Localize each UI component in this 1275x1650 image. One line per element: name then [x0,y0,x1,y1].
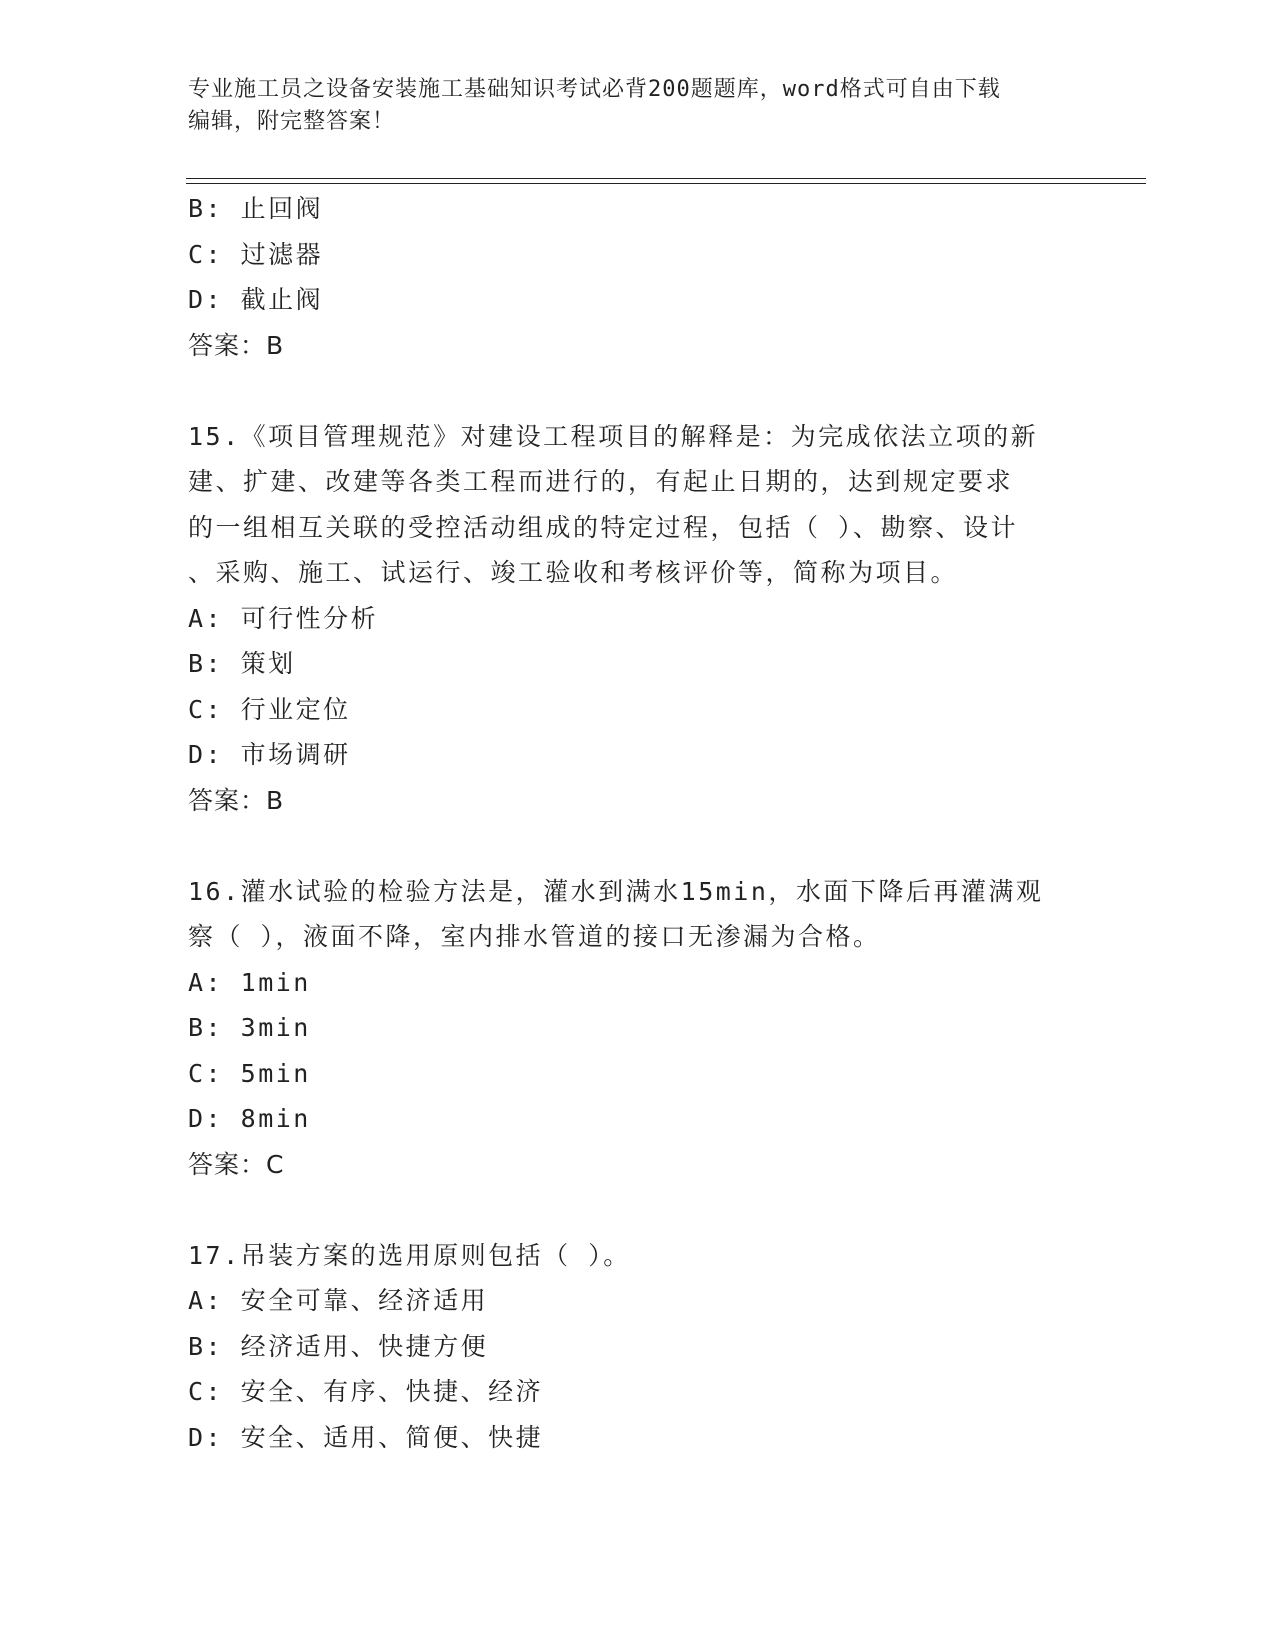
header-title-line-1: 专业施工员之设备安装施工基础知识考试必背200题题库，word格式可自由下载 [188,77,1001,102]
option-b: B: 止回阀 [188,194,324,223]
question-16 [188,869,1068,1188]
question-stem-line: 17.吊装方案的选用原则包括（ ）。 [188,1240,631,1270]
question-17 [188,1233,1068,1461]
option-c: C: 过滤器 [188,239,324,269]
option-d: D: 截止阀 [188,285,324,314]
answer-line: 答案：B [188,330,285,360]
question-list [188,186,1068,1460]
header-divider-bottom [186,183,1146,184]
question-stem-line: 建、扩建、改建等各类工程而进行的，有起止日期的，达到规定要求 [188,467,1014,496]
question-15 [188,414,1068,824]
option-a: A: 1min [188,967,311,997]
question-stem-line: 16.灌水试验的检验方法是，灌水到满水15min，水面下降后再灌满观 [188,876,1044,906]
question-stem-line: 15.《项目管理规范》对建设工程项目的解释是：为完成依法立项的新 [188,421,1039,451]
question-14-continued [188,186,1068,368]
answer-line: 答案：C [188,1149,285,1179]
option-b: B: 策划 [188,649,296,678]
option-a: A: 安全可靠、经济适用 [188,1286,489,1315]
option-b: B: 经济适用、快捷方便 [188,1331,489,1361]
option-d: D: 市场调研 [188,740,351,769]
option-b: B: 3min [188,1013,311,1042]
option-c: C: 行业定位 [188,694,351,724]
header-divider-top [186,178,1146,179]
option-d: D: 安全、适用、简便、快捷 [188,1422,544,1452]
header-title-line-2: 编辑，附完整答案！ [188,109,396,134]
option-a: A: 可行性分析 [188,603,379,633]
question-stem-line: 、采购、施工、试运行、竣工验收和考核评价等，简称为项目。 [188,558,959,587]
option-d: D: 8min [188,1104,311,1133]
question-stem-line: 的一组相互关联的受控活动组成的特定过程，包括（ ）、勘察、设计 [188,512,1019,542]
question-spacer [188,823,1068,869]
option-c: C: 安全、有序、快捷、经济 [188,1377,544,1406]
question-spacer [188,368,1068,414]
question-stem-line: 察（ ），液面不降，室内排水管道的接口无渗漏为合格。 [188,922,881,951]
option-c: C: 5min [188,1058,311,1088]
answer-line: 答案：B [188,785,285,815]
document-header [188,74,1068,138]
question-spacer [188,1187,1068,1233]
